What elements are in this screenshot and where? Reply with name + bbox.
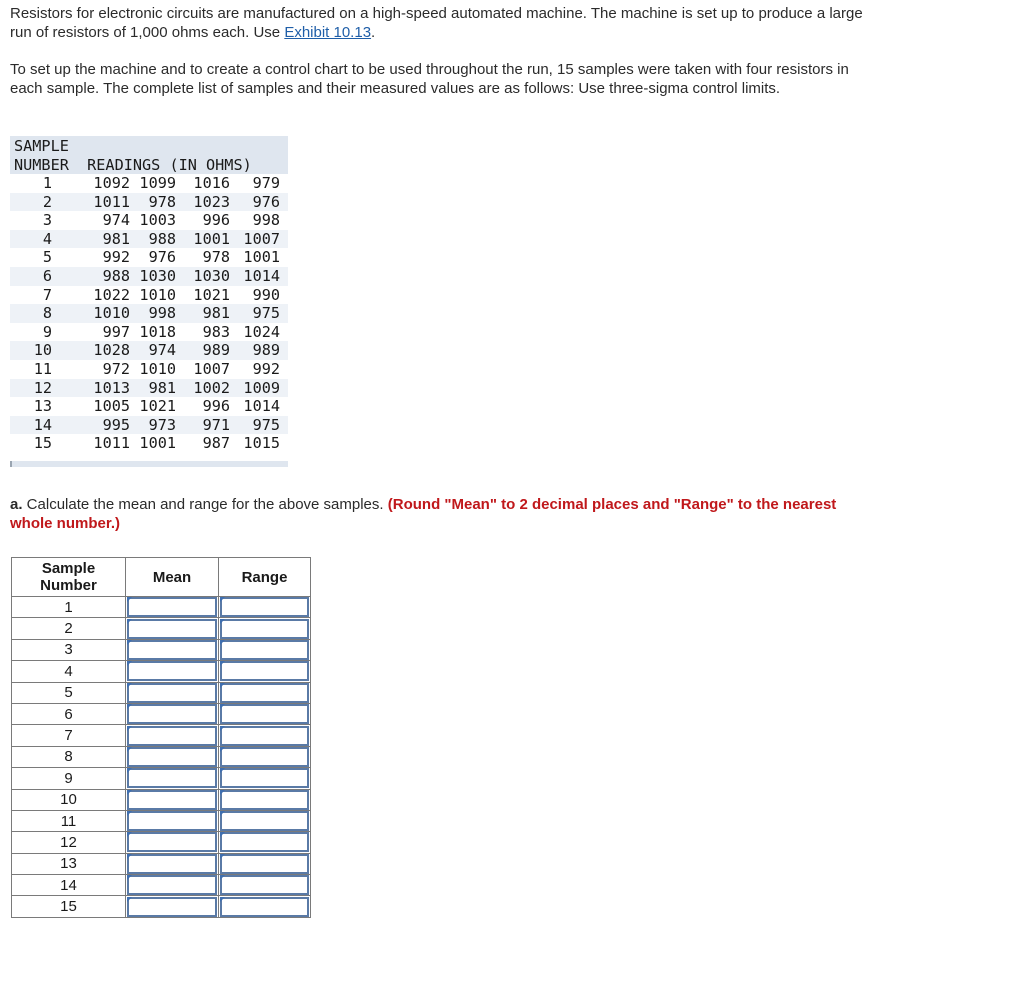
readings-row	[10, 211, 288, 230]
range-input-wrapper	[219, 704, 310, 724]
mean-cell	[126, 661, 219, 682]
reading-cell: 972	[102, 359, 130, 378]
answer-sample-number: 12	[12, 832, 126, 853]
reading-cell: 1028	[93, 341, 130, 360]
mean-input[interactable]	[127, 897, 217, 917]
readings-row	[10, 248, 288, 267]
reading-cell: 979	[252, 174, 280, 192]
range-cell	[219, 896, 311, 917]
col-sample-number	[12, 558, 126, 597]
reading-cell: 1014	[243, 397, 280, 416]
range-input[interactable]	[220, 854, 309, 874]
reading-cell: 998	[148, 304, 176, 323]
setup-paragraph: To set up the machine and to create a control chart to be used throughout the run, 15 samples were taken with four resistors in each sample. The complete list of samples and their measured values are as follows: Use three-sigma control limits.	[10, 61, 849, 97]
answer-sample-number: 9	[12, 768, 126, 789]
mean-input-wrapper	[126, 832, 218, 852]
sample-number-cell: 14	[33, 415, 52, 434]
range-cell	[219, 789, 311, 810]
range-input[interactable]	[220, 811, 309, 831]
answer-table-body	[12, 597, 311, 918]
mean-input-wrapper	[126, 790, 218, 810]
reading-cell: 973	[148, 415, 176, 434]
reading-cell: 1011	[93, 434, 130, 453]
mean-input-wrapper	[126, 661, 218, 681]
mean-cell	[126, 853, 219, 874]
range-cell	[219, 725, 311, 746]
range-input-wrapper	[219, 811, 310, 831]
readings-row	[10, 174, 288, 193]
reading-cell: 989	[202, 341, 230, 360]
mean-cell	[126, 597, 219, 618]
sample-number-cell: 4	[42, 229, 52, 248]
answer-row	[12, 682, 311, 703]
mean-input-wrapper	[126, 619, 218, 639]
range-input[interactable]	[220, 832, 309, 852]
reading-cell: 983	[202, 322, 230, 341]
mean-input[interactable]	[127, 597, 217, 617]
answer-sample-number: 10	[12, 789, 126, 810]
exhibit-link[interactable]: Exhibit 10.13	[284, 23, 372, 41]
sample-number-cell: 15	[33, 434, 52, 453]
reading-cell: 981	[148, 378, 176, 397]
answer-row	[12, 789, 311, 810]
answer-row	[12, 725, 311, 746]
answer-row	[12, 896, 311, 917]
answer-row	[12, 768, 311, 789]
range-cell	[219, 597, 311, 618]
mean-input[interactable]	[127, 661, 217, 681]
range-cell	[219, 768, 311, 789]
range-cell	[219, 746, 311, 767]
sample-number-cell: 13	[33, 397, 52, 416]
readings-row	[10, 323, 288, 342]
range-input[interactable]	[220, 747, 309, 767]
mean-cell	[126, 768, 219, 789]
mean-input-wrapper	[126, 726, 218, 746]
reading-cell: 974	[148, 341, 176, 360]
mean-input-wrapper	[126, 854, 218, 874]
answer-sample-number: 8	[12, 746, 126, 767]
mean-input-wrapper	[126, 811, 218, 831]
answer-row	[12, 597, 311, 618]
range-input[interactable]	[220, 897, 309, 917]
range-input[interactable]	[220, 683, 309, 703]
range-input[interactable]	[220, 875, 309, 895]
reading-cell: 1018	[139, 322, 176, 341]
reading-cell: 988	[148, 229, 176, 248]
reading-cell: 1014	[243, 266, 280, 285]
reading-cell: 978	[148, 192, 176, 211]
range-input-wrapper	[219, 832, 310, 852]
answer-sample-number: 5	[12, 682, 126, 703]
readings-row	[10, 341, 288, 360]
col-sample-line1: Sample	[41, 560, 96, 577]
readings-row	[10, 379, 288, 398]
reading-cell: 1005	[93, 397, 130, 416]
range-input-wrapper	[219, 897, 310, 917]
mean-input-wrapper	[126, 704, 218, 724]
answer-sample-number: 7	[12, 725, 126, 746]
sample-number-cell: 3	[42, 211, 52, 230]
question-a-text: Calculate the mean and range for the above samples.	[22, 496, 388, 513]
mean-input[interactable]	[127, 747, 217, 767]
range-input-wrapper	[219, 768, 310, 788]
mean-input-wrapper	[126, 597, 218, 617]
col-mean: Mean	[126, 558, 219, 597]
mean-cell	[126, 875, 219, 896]
range-cell	[219, 639, 311, 660]
readings-table	[10, 136, 288, 453]
reading-cell: 1023	[193, 192, 230, 211]
question-a-label: a.	[10, 496, 23, 513]
mean-input-wrapper	[126, 897, 218, 917]
mean-cell	[126, 618, 219, 639]
answer-row	[12, 832, 311, 853]
readings-row	[10, 193, 288, 212]
reading-cell: 1092	[93, 174, 130, 192]
range-input-wrapper	[219, 619, 310, 639]
range-cell	[219, 875, 311, 896]
reading-cell: 988	[102, 266, 130, 285]
reading-cell: 997	[102, 322, 130, 341]
range-input-wrapper	[219, 661, 310, 681]
reading-cell: 981	[202, 304, 230, 323]
answer-table-header	[12, 558, 311, 597]
reading-cell: 975	[252, 415, 280, 434]
range-cell	[219, 618, 311, 639]
mean-input[interactable]	[127, 704, 217, 724]
mean-input-wrapper	[126, 640, 218, 660]
reading-cell: 989	[252, 341, 280, 360]
readings-row	[10, 434, 288, 453]
answer-row	[12, 703, 311, 724]
answer-sample-number: 13	[12, 853, 126, 874]
reading-cell: 996	[202, 397, 230, 416]
reading-cell: 1022	[93, 285, 130, 304]
answer-sample-number: 15	[12, 896, 126, 917]
sample-number-cell: 9	[42, 322, 52, 341]
readings-row	[10, 416, 288, 435]
sample-number-cell: 10	[33, 341, 52, 360]
mean-cell	[126, 682, 219, 703]
sample-number-cell: 2	[42, 192, 52, 211]
reading-cell: 996	[202, 211, 230, 230]
range-input[interactable]	[220, 661, 309, 681]
answer-sample-number: 4	[12, 661, 126, 682]
range-input[interactable]	[220, 619, 309, 639]
range-input[interactable]	[220, 640, 309, 660]
rounding-instruction: (Round "Mean" to 2 decimal places and "Range" to the nearest whole number.)	[10, 496, 837, 532]
reading-cell: 1021	[193, 285, 230, 304]
range-input-wrapper	[219, 726, 310, 746]
reading-cell: 987	[202, 434, 230, 453]
col-range: Range	[219, 558, 311, 597]
range-input-wrapper	[219, 747, 310, 767]
answer-row	[12, 746, 311, 767]
reading-cell: 1009	[243, 378, 280, 397]
answer-sample-number: 1	[12, 597, 126, 618]
range-input[interactable]	[220, 790, 309, 810]
range-cell	[219, 682, 311, 703]
reading-cell: 1024	[243, 322, 280, 341]
sample-number-cell: 11	[33, 359, 52, 378]
range-input-wrapper	[219, 875, 310, 895]
range-input[interactable]	[220, 704, 309, 724]
range-cell	[219, 853, 311, 874]
reading-cell: 971	[202, 415, 230, 434]
reading-cell: 1001	[139, 434, 176, 453]
range-cell	[219, 810, 311, 831]
reading-cell: 1030	[193, 266, 230, 285]
answer-sample-number: 2	[12, 618, 126, 639]
reading-cell: 1007	[243, 229, 280, 248]
answer-row	[12, 661, 311, 682]
readings-row	[10, 304, 288, 323]
mean-input[interactable]	[127, 619, 217, 639]
reading-cell: 1013	[93, 378, 130, 397]
mean-input-wrapper	[126, 875, 218, 895]
reading-cell: 1099	[139, 174, 176, 192]
mean-cell	[126, 703, 219, 724]
reading-cell: 1010	[139, 359, 176, 378]
mean-input[interactable]	[127, 640, 217, 660]
readings-header-line2: NUMBER READINGS (IN OHMS)	[14, 155, 252, 174]
reading-cell: 1010	[139, 285, 176, 304]
mean-input[interactable]	[127, 790, 217, 810]
reading-cell: 1003	[139, 211, 176, 230]
answer-row	[12, 639, 311, 660]
reading-cell: 1002	[193, 378, 230, 397]
mean-input[interactable]	[127, 726, 217, 746]
sample-number-cell: 5	[42, 248, 52, 267]
mean-cell	[126, 810, 219, 831]
reading-cell: 1030	[139, 266, 176, 285]
mean-cell	[126, 832, 219, 853]
range-cell	[219, 661, 311, 682]
reading-cell: 1021	[139, 397, 176, 416]
readings-table-body	[10, 174, 288, 453]
range-input-wrapper	[219, 597, 310, 617]
reading-cell: 990	[252, 285, 280, 304]
reading-cell: 995	[102, 415, 130, 434]
range-input[interactable]	[220, 726, 309, 746]
readings-row	[10, 360, 288, 379]
range-input-wrapper	[219, 640, 310, 660]
mean-input[interactable]	[127, 683, 217, 703]
sample-number-cell: 1	[42, 174, 52, 192]
range-cell	[219, 703, 311, 724]
answer-row	[12, 618, 311, 639]
reading-cell: 1001	[243, 248, 280, 267]
mean-cell	[126, 725, 219, 746]
sample-number-cell: 12	[33, 378, 52, 397]
mean-input[interactable]	[127, 811, 217, 831]
problem-intro	[10, 5, 870, 42]
range-input-wrapper	[219, 790, 310, 810]
answer-sample-number: 6	[12, 703, 126, 724]
sample-number-cell: 6	[42, 266, 52, 285]
reading-cell: 976	[252, 192, 280, 211]
readings-table-header	[10, 136, 288, 174]
mean-cell	[126, 746, 219, 767]
mean-cell	[126, 639, 219, 660]
mean-input[interactable]	[127, 854, 217, 874]
mean-input[interactable]	[127, 832, 217, 852]
reading-cell: 998	[252, 211, 280, 230]
intro-text: Resistors for electronic circuits are manufactured on a high-speed automated machine. The machine is set up to produce a large run of resistors of 1,000 ohms each. Use	[10, 5, 863, 41]
reading-cell: 1011	[93, 192, 130, 211]
sample-number-cell: 8	[42, 304, 52, 323]
range-cell	[219, 832, 311, 853]
mean-input-wrapper	[126, 683, 218, 703]
readings-row	[10, 397, 288, 416]
range-input[interactable]	[220, 597, 309, 617]
intro-text-end: .	[371, 23, 376, 41]
mean-input-wrapper	[126, 768, 218, 788]
answer-table	[11, 557, 311, 918]
readings-table-footer	[10, 461, 288, 467]
range-input[interactable]	[220, 768, 309, 788]
mean-cell	[126, 896, 219, 917]
reading-cell: 1007	[193, 359, 230, 378]
sample-number-cell: 7	[42, 285, 52, 304]
mean-cell	[126, 789, 219, 810]
mean-input[interactable]	[127, 768, 217, 788]
reading-cell: 992	[102, 248, 130, 267]
reading-cell: 1016	[193, 174, 230, 192]
readings-row	[10, 267, 288, 286]
readings-header-line1: SAMPLE	[14, 137, 69, 155]
mean-input[interactable]	[127, 875, 217, 895]
answer-sample-number: 14	[12, 875, 126, 896]
answer-row	[12, 810, 311, 831]
reading-cell: 976	[148, 248, 176, 267]
answer-row	[12, 875, 311, 896]
reading-cell: 981	[102, 229, 130, 248]
answer-sample-number: 3	[12, 639, 126, 660]
mean-input-wrapper	[126, 747, 218, 767]
question-a	[10, 495, 870, 533]
reading-cell: 975	[252, 304, 280, 323]
readings-row	[10, 230, 288, 249]
reading-cell: 992	[252, 359, 280, 378]
range-input-wrapper	[219, 683, 310, 703]
reading-cell: 1015	[243, 434, 280, 453]
readings-row	[10, 286, 288, 305]
col-sample-line2: Number	[40, 577, 97, 594]
answer-sample-number: 11	[12, 810, 126, 831]
reading-cell: 1010	[93, 304, 130, 323]
answer-row	[12, 853, 311, 874]
reading-cell: 974	[102, 211, 130, 230]
reading-cell: 978	[202, 248, 230, 267]
reading-cell: 1001	[193, 229, 230, 248]
range-input-wrapper	[219, 854, 310, 874]
